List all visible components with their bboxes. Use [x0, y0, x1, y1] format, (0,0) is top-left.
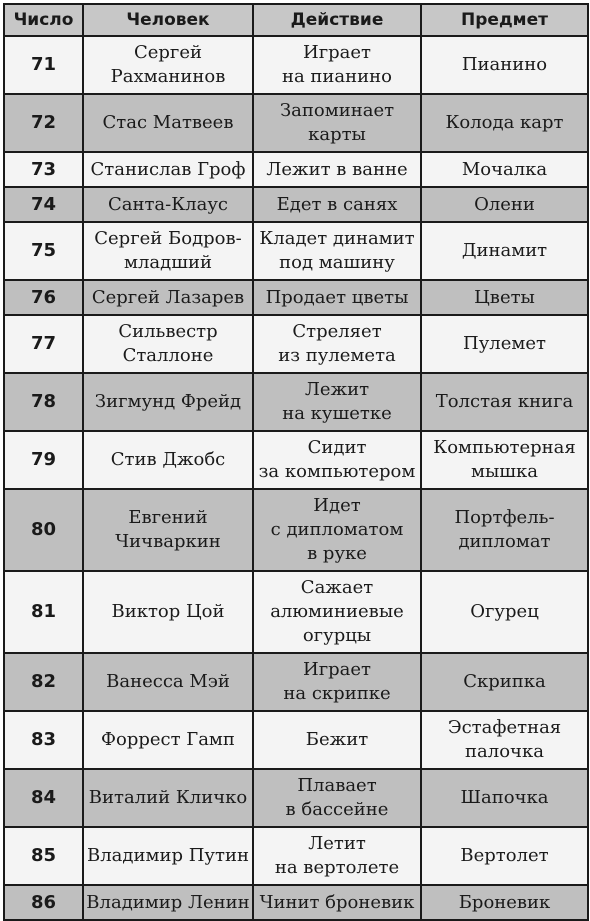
person-cell: [83, 769, 253, 827]
person-cell: [83, 827, 253, 885]
person-line: Евгений: [128, 507, 208, 528]
person-line: Станислав Гроф: [90, 158, 246, 180]
action-cell: [253, 280, 421, 315]
person-line: Владимир Путин: [87, 845, 249, 866]
person-cell: [83, 885, 253, 920]
item-cell: [421, 152, 588, 187]
person-line: Сильвестр: [118, 321, 218, 342]
table-row: [4, 571, 588, 653]
item-line: Мочалка: [461, 158, 548, 180]
action-line: Идет: [313, 495, 361, 516]
item-line: Скрипка: [463, 671, 546, 692]
item-line: Толстая книга: [435, 391, 574, 412]
action-line: на пианино: [281, 66, 392, 87]
person-line: Стив Джобс: [110, 449, 226, 470]
table-row: [4, 315, 588, 373]
person-line: Сергей: [133, 42, 203, 63]
table-row: [4, 827, 588, 885]
item-cell: [421, 571, 588, 653]
person-line: Владимир Ленин: [86, 891, 250, 913]
table-row: [4, 36, 588, 94]
action-line: под машину: [279, 252, 395, 273]
action-cell: [253, 36, 421, 94]
item-line: мышка: [470, 461, 539, 482]
number-cell: 84: [4, 769, 83, 827]
number-cell: 86: [4, 885, 83, 920]
item-line: Портфель-: [454, 507, 555, 528]
item-cell: [421, 489, 588, 571]
table-row: [4, 431, 588, 489]
number-cell: 80: [4, 489, 83, 571]
action-cell: [253, 152, 421, 187]
table-row: [4, 373, 588, 431]
action-line: на вертолете: [274, 857, 400, 878]
person-cell: [83, 222, 253, 280]
person-line: Форрест Гамп: [101, 729, 235, 750]
table-row: [4, 711, 588, 769]
item-line: Броневик: [458, 891, 551, 913]
action-cell: [253, 94, 421, 152]
item-line: Пианино: [461, 54, 548, 75]
action-line: в бассейне: [285, 799, 389, 820]
person-line: младший: [124, 252, 212, 273]
item-cell: [421, 315, 588, 373]
action-cell: [253, 315, 421, 373]
item-line: Цветы: [474, 286, 535, 308]
action-line: на скрипке: [283, 683, 391, 704]
action-line: Сидит: [307, 437, 367, 458]
action-line: Чинит броневик: [259, 891, 415, 913]
person-cell: [83, 315, 253, 373]
header-number: Число: [4, 4, 83, 36]
action-line: Плавает: [297, 775, 377, 796]
memory-table: [3, 3, 589, 921]
table-row: [4, 769, 588, 827]
action-cell: [253, 885, 421, 920]
header-action: Действие: [253, 4, 421, 36]
person-cell: [83, 711, 253, 769]
action-line: Кладет динамит: [259, 228, 415, 249]
header-row: [4, 4, 588, 36]
action-line: карты: [308, 124, 366, 145]
action-line: Едет в санях: [276, 193, 398, 215]
action-cell: [253, 711, 421, 769]
action-line: Летит: [308, 833, 366, 854]
number-cell: 83: [4, 711, 83, 769]
person-cell: [83, 653, 253, 711]
table-body: [4, 36, 588, 920]
person-cell: [83, 571, 253, 653]
number-cell: 85: [4, 827, 83, 885]
action-cell: [253, 769, 421, 827]
action-cell: [253, 222, 421, 280]
person-cell: [83, 187, 253, 222]
item-line: Эстафетная: [447, 717, 562, 738]
action-line: Запоминает: [279, 100, 395, 121]
person-line: Санта-Клаус: [107, 193, 229, 215]
action-line: Играет: [303, 42, 371, 63]
person-line: Сергей Бодров-: [94, 228, 242, 249]
person-line: Ванесса Мэй: [106, 671, 230, 692]
action-line: Стреляет: [292, 321, 382, 342]
item-cell: [421, 653, 588, 711]
number-cell: 81: [4, 571, 83, 653]
number-cell: 77: [4, 315, 83, 373]
person-cell: [83, 373, 253, 431]
action-line: алюминиевые: [270, 601, 404, 622]
action-line: из пулемета: [278, 345, 396, 366]
action-cell: [253, 571, 421, 653]
table-row: [4, 653, 588, 711]
person-line: Рахманинов: [110, 66, 226, 87]
action-cell: [253, 653, 421, 711]
person-line: Виктор Цой: [111, 601, 225, 622]
number-cell: 71: [4, 36, 83, 94]
item-line: Шапочка: [460, 787, 549, 808]
action-line: Продает цветы: [265, 286, 409, 308]
person-line: Сергей Лазарев: [91, 286, 245, 308]
action-cell: [253, 431, 421, 489]
action-line: Бежит: [305, 729, 369, 750]
action-cell: [253, 827, 421, 885]
person-line: Стас Матвеев: [102, 112, 234, 133]
item-cell: [421, 222, 588, 280]
table-row: [4, 94, 588, 152]
item-line: Олени: [474, 193, 535, 215]
number-cell: 72: [4, 94, 83, 152]
item-cell: [421, 827, 588, 885]
number-cell: 74: [4, 187, 83, 222]
action-line: на кушетке: [282, 403, 392, 424]
action-line: Лежит в ванне: [266, 158, 408, 180]
person-line: Сталлоне: [122, 345, 214, 366]
number-cell: 76: [4, 280, 83, 315]
action-line: Лежит: [304, 379, 370, 400]
item-line: Огурец: [470, 601, 539, 622]
action-cell: [253, 373, 421, 431]
action-cell: [253, 187, 421, 222]
action-line: в руке: [307, 543, 367, 564]
item-cell: [421, 280, 588, 315]
person-cell: [83, 152, 253, 187]
number-cell: 73: [4, 152, 83, 187]
action-line: с дипломатом: [270, 519, 404, 540]
person-cell: [83, 94, 253, 152]
item-line: Вертолет: [460, 845, 549, 866]
table-row: [4, 152, 588, 187]
number-cell: 79: [4, 431, 83, 489]
person-line: Зигмунд Фрейд: [94, 391, 242, 412]
number-cell: 75: [4, 222, 83, 280]
table-row: [4, 222, 588, 280]
action-line: Играет: [303, 659, 371, 680]
table-row: [4, 885, 588, 920]
item-line: дипломат: [458, 531, 551, 552]
table-row: [4, 280, 588, 315]
item-cell: [421, 373, 588, 431]
action-line: огурцы: [302, 625, 372, 646]
table-row: [4, 489, 588, 571]
item-cell: [421, 885, 588, 920]
item-cell: [421, 431, 588, 489]
item-line: Колода карт: [445, 112, 564, 133]
table-row: [4, 187, 588, 222]
number-cell: 82: [4, 653, 83, 711]
header-person: Человек: [83, 4, 253, 36]
item-line: Пулемет: [463, 333, 546, 354]
action-line: за компьютером: [258, 461, 416, 482]
item-line: Динамит: [461, 240, 548, 261]
item-cell: [421, 36, 588, 94]
person-line: Чичваркин: [115, 531, 221, 552]
item-line: палочка: [465, 741, 544, 762]
person-cell: [83, 280, 253, 315]
action-cell: [253, 489, 421, 571]
header-item: Предмет: [421, 4, 588, 36]
person-line: Виталий Кличко: [88, 787, 248, 808]
item-cell: [421, 187, 588, 222]
item-cell: [421, 94, 588, 152]
item-cell: [421, 769, 588, 827]
action-line: Сажает: [300, 577, 374, 598]
number-cell: 78: [4, 373, 83, 431]
person-cell: [83, 431, 253, 489]
item-cell: [421, 711, 588, 769]
item-line: Компьютерная: [433, 437, 576, 458]
person-cell: [83, 489, 253, 571]
person-cell: [83, 36, 253, 94]
